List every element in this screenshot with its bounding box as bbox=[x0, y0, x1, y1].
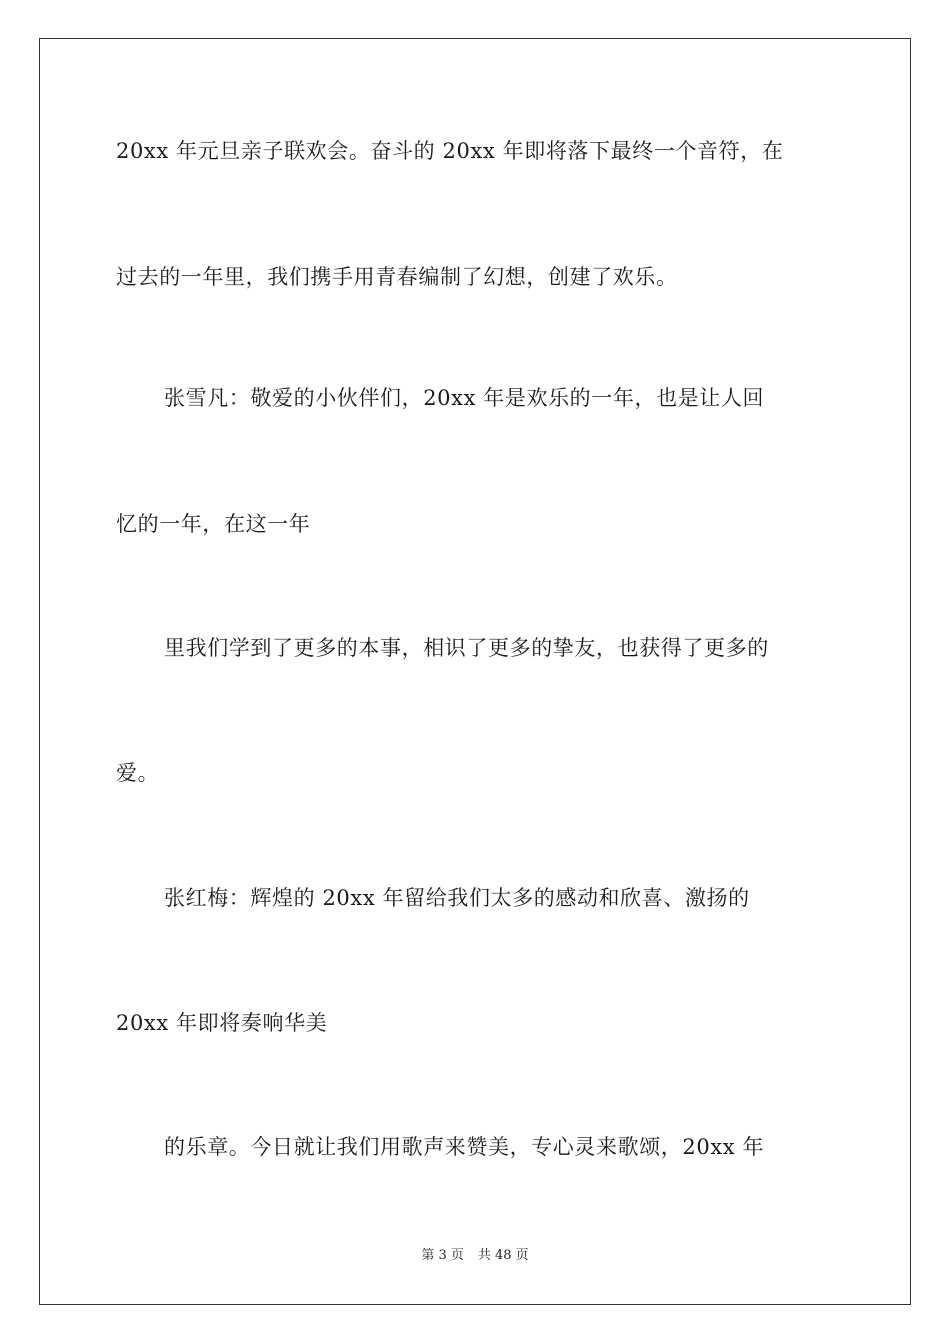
page-total: 共 48 页 bbox=[477, 1248, 529, 1263]
text-line-3: 张雪凡：敬爱的小伙伴们，20xx 年是欢乐的一年，也是让人回 bbox=[164, 386, 765, 410]
text-line-7: 张红梅：辉煌的 20xx 年留给我们太多的感动和欣喜、激扬的 bbox=[164, 886, 750, 910]
text-line-6: 爱。 bbox=[116, 761, 160, 785]
page-footer bbox=[0, 1247, 950, 1265]
text-line-2: 过去的一年里，我们携手用青春编制了幻想，创建了欢乐。 bbox=[116, 265, 678, 289]
text-line-9: 的乐章。今日就让我们用歌声来赞美，专心灵来歌颂，20xx 年 bbox=[164, 1135, 765, 1159]
page-border bbox=[39, 38, 911, 1305]
text-line-8: 20xx 年即将奏响华美 bbox=[116, 1011, 328, 1035]
text-line-1: 20xx 年元旦亲子联欢会。奋斗的 20xx 年即将落下最终一个音符，在 bbox=[116, 139, 784, 163]
page-number: 第 3 页 bbox=[421, 1248, 464, 1263]
text-line-4: 忆的一年，在这一年 bbox=[116, 512, 311, 536]
text-line-5: 里我们学到了更多的本事，相识了更多的挚友，也获得了更多的 bbox=[164, 636, 769, 660]
